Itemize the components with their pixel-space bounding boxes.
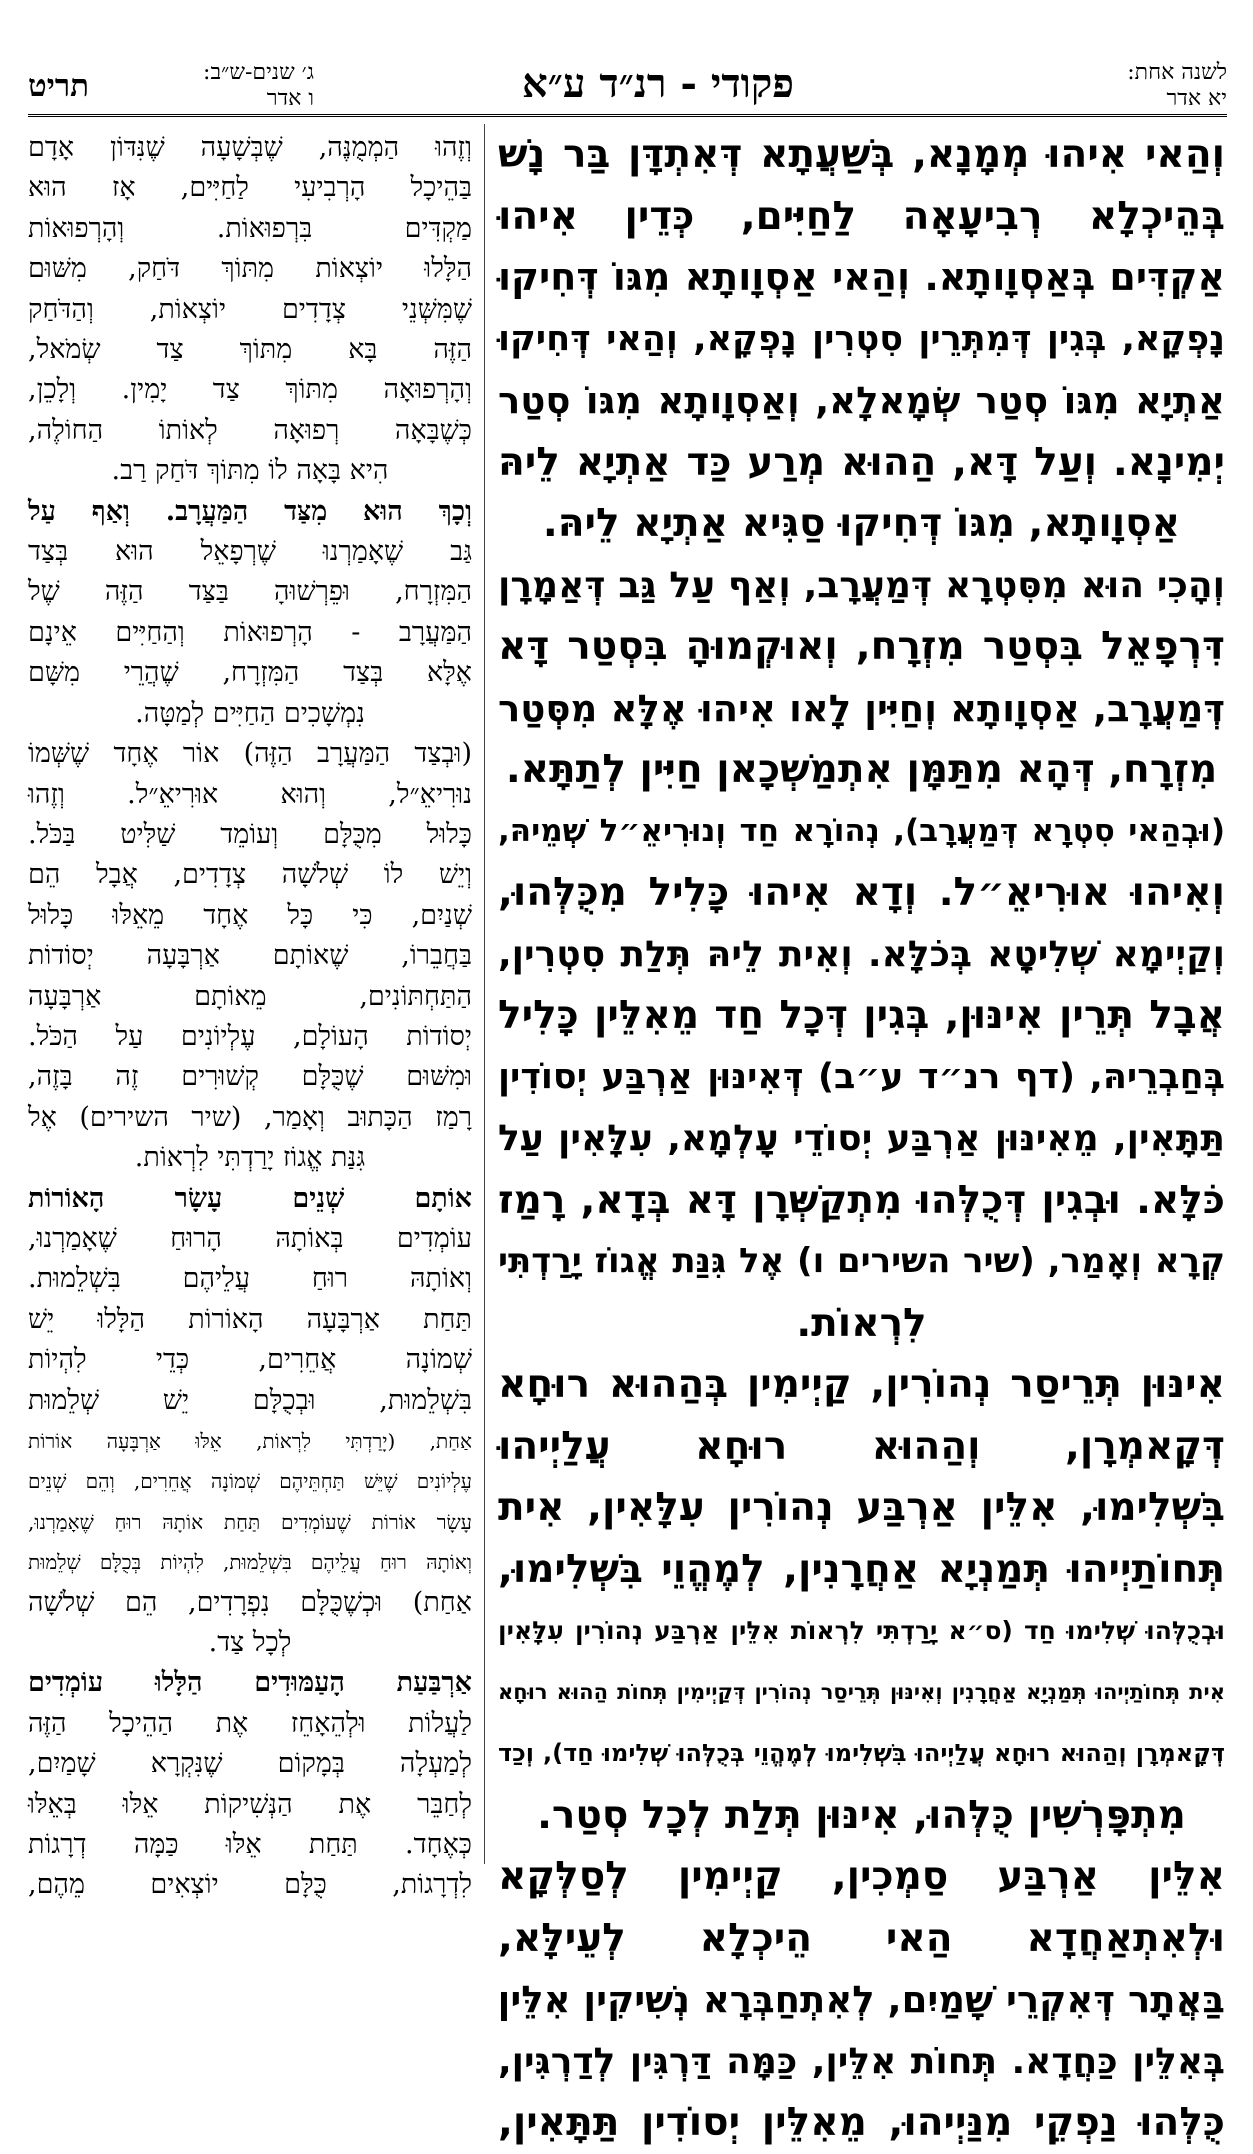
translation-line: (וּבְצַד הַמַּעֲרָב הַזֶּה) אוֹר אֶחָד שֶׁשְּׁמוֹ [28, 738, 472, 770]
main-text-line: בְּחַבְרֵיהּ, (דף רנ״ד ע״ב) דְּאִינּוּן אַרְבַּע יְסוֹדִין [498, 1056, 1225, 1097]
translation-line: שְׁמוֹנָה אֲחֵרִים, כְּדֵי לִהְיוֹת [28, 1344, 472, 1376]
translation-line: נוּרִיאֵ״ל, וְהוּא אוּרִיאֵ״ל. וְזֶהוּ [28, 778, 472, 810]
translation-line: הַתַּחְתּוֹנִים, מֵאוֹתָם אַרְבָּעָה [28, 980, 472, 1012]
translation-line: עֶלְיוֹנִים שֶׁיֵּשׁ תַּחְתֵּיהֶם שְׁמוֹנָה אֲחֵרִים, וְהֵם שְׁנֵים [28, 1469, 472, 1494]
translation-line: וְזֶהוּ הַמְמֻנֶּה, שֶׁבְּשָׁעָה שֶׁנִּדּוֹן אָדָם [28, 132, 472, 163]
translation-column [28, 128, 472, 1901]
translation-line: כְּאֶחָד. תַּחַת אֵלּוּ כַּמָּה דְרָגוֹת [28, 1829, 472, 1861]
main-text-line: דְּקָאמְרָן וְהַהוּא רוּחָא עֲלַיְיהוּ בִּשְׁלִימוּ לְמֶהֱוֵי בְּכֻלְּהוּ שְׁלִימוּ חַד), וְכַד [498, 1739, 1225, 1767]
translation-line: לְחַבֵּר אֶת הַנְּשִׁיקוֹת אֵלּוּ בְּאֵלּוּ [28, 1788, 472, 1820]
folio-number: תריט [28, 68, 89, 104]
header-left-lines [114, 60, 314, 112]
main-text-line: קְרָא וְאָמַר, (שיר השירים ו) אֶל גִּנַּת אֱגוֹז יָרַדְתִּי [498, 1241, 1225, 1281]
translation-line: בִּשְׁלֵמוּת, וּבְכֻלָּם יֵשׁ שְׁלֵמוּת [28, 1384, 472, 1416]
translation-line: אוֹתָם שְׁנֵים עָשָׂר הָאוֹרוֹת [28, 1182, 472, 1214]
main-text-line: וְהַאי אִיהוּ מְמָנָא, בְּשַׁעֲתָא דְּאִתְדָּן בַּר נָשׁ [498, 132, 1225, 177]
main-text-line: וְקַיְימָא שְׁלִיטָא בְּכֹלָּא. וְאִית לֵיהּ תְּלַת סִטְרִין, [498, 933, 1225, 975]
main-text-line: וְאִיהוּ אוּרִיאֵ״ל. וְדָא אִיהוּ כָּלִיל מִכֻּלְּהוּ, [498, 870, 1225, 915]
translation-line: וְאוֹתָהּ רוּחַ עֲלֵיהֶם בִּשְׁלֵמוּת. [28, 1263, 472, 1295]
translation-line: יְסוֹדוֹת הָעוֹלָם, עֶלְיוֹנִים עַל הַכֹּל. [28, 1020, 472, 1052]
page-title: פקודי - רנ״ד ע״א [521, 60, 795, 107]
main-text-line: דִּרְפָאֵל בִּסְטַר מִזְרָח, וְאוּקְמוּהָ בִּסְטַר דָּא [498, 624, 1225, 669]
translation-line: גִּנַּת אֱגוֹז יָרַדְתִּי לִרְאוֹת. [134, 1142, 366, 1174]
main-text-line: יְמִינָא. וְעַל דָּא, הַהוּא מְרַע כַּד אַתְיָא לֵיהּ [498, 439, 1225, 485]
main-text-line: דְּמַעֲרָב, אַסְוָותָא וְחַיִּין לָאו אִיהוּ אֶלָּא מִסְּטַר [498, 686, 1225, 730]
main-text-line: (וּבְהַאי סִטְרָא דְּמַעֲרָב), נְהוֹרָא חַד וְנוּרִיאֵ״ל שְׁמֵיהּ, [498, 812, 1225, 849]
translation-line: הַזֶּה בָּא מִתּוֹךְ צַד שְׂמֹאל, [28, 334, 472, 366]
translation-line: מַקְדִּים בִּרְפוּאוֹת. וְהָרְפוּאוֹת [28, 212, 472, 244]
translation-line: גַּב שֶׁאָמַרְנוּ שֶׁרְפָאֵל הוּא בְּצַד [28, 536, 472, 568]
header-right-line-1: לשנה אחת: [1127, 60, 1227, 85]
translation-line: לְכָל צַד. [208, 1627, 292, 1659]
header-right-line-2: יא אדר [1166, 86, 1227, 111]
translation-line: נִמְשָׁכִים הַחַיִּים לְמַטָּה. [135, 697, 365, 729]
main-text-line: וּלְאִתְאַחֲדָא הַאי הֵיכְלָא לְעֵילָּא, [498, 1915, 1225, 1961]
translation-line: אַחַת, (יָרַדְתִּי לִרְאוֹת, אֵלּוּ אַרְבָּעָה אוֹרוֹת [28, 1429, 472, 1453]
translation-line: אַרְבַּעַת הָעַמּוּדִים הַלָּלוּ עוֹמְדִים [28, 1667, 472, 1699]
main-text-line: אִלֵּין אַרְבַּע סַמְכִין, קַיְימִין לְסַלְּקָא [498, 1854, 1225, 1899]
main-text-line: אַסְוָותָא, מִגּוֹ דְּחִיקוּ סַגִּיא אַתְיָא לֵיהּ. [542, 501, 1181, 546]
main-text-line: מִתְפָּרְשִׁין כֻּלְּהוּ, אִינּוּן תְּלַת לְכָל סְטַר. [537, 1792, 1186, 1838]
main-text-line: דְּקָאמְרָן, וְהַהוּא רוּחָא עֲלַיְיהוּ [498, 1423, 1225, 1469]
header-left-line-2: ו אדר [266, 86, 314, 111]
main-text-line: אִית תְּחוֹתַיְיהוּ תְּמַנְיָא אַחֲרָנִין וְאִינּוּן תְּרֵיסַר נְהוֹרִין דְּקַיְימִין תְּחוֹת הַהוּא רוּחָא [498, 1679, 1225, 1704]
translation-line: כְּשֶׁבָּאָה רְפוּאָה לְאוֹתוֹ הַחוֹלֶה, [28, 414, 472, 446]
translation-line: שֶׁמִּשְּׁנֵי צְדָדִים יוֹצְאוֹת, וְהַדֹּחַק [28, 293, 472, 325]
translation-line: הִיא בָּאָה לוֹ מִתּוֹךְ דֹּחַק רַב. [111, 455, 389, 487]
main-text-line: בְּאִלֵּין כַּחֲדָא. תְּחוֹת אִלֵּין, כַּמָּה דַּרְגִּין לְדַרְגִּין, [498, 2040, 1225, 2082]
translation-line: וְהָרְפוּאָה מִתּוֹךְ צַד יָמִין. וְלָכֵן, [28, 374, 472, 406]
translation-line: אַחַת) וּכְשֶׁכֻּלָּם נִפְרָדִים, הֵם שְׁלֹשָׁה [28, 1586, 472, 1618]
translation-line: בַּהֵיכָל הָרְבִיעִי לַחַיִּים, אָז הוּא [28, 172, 472, 204]
main-text-line: נָפְקָא, בְּגִין דְּמִתְּרֵין סִטְרִין נָפְקָא, וְהַאי דְּחִיקוּ [498, 318, 1225, 359]
translation-line: כָּלוּל מִכֻּלָּם וְעוֹמֵד שַׁלִּיט בַּכֹּל. [28, 818, 472, 850]
translation-line: וְיֵשׁ לוֹ שְׁלֹשָׁה צְדָדִים, אֲבָל הֵם [28, 859, 472, 891]
main-text-column [497, 124, 1225, 2145]
main-text-line: אַקְדִּים בְּאַסְוָותָא. וְהַאי אַסְוָותָא מִגּוֹ דְּחִיקוּ [498, 255, 1225, 299]
main-text-line: בְּהֵיכְלָא רְבִיעָאָה לַחַיִּים, כְּדֵין אִיהוּ [498, 193, 1225, 239]
header-rule [28, 114, 1227, 117]
translation-line: עָשָׂר אוֹרוֹת שֶׁעוֹמְדִים תַּחַת אוֹתָהּ רוּחַ שֶׁאָמַרְנוּ, [28, 1509, 472, 1534]
main-text-line: בַּאֲתָר דְּאִקְרֵי שָׁמַיִם, לְאִתְחַבְּרָא נְשִׁיקִין אִלֵּין [497, 1978, 1225, 2021]
translation-line: וּמִשּׁוּם שֶׁכֻּלָּם קְשׁוּרִים זֶה בָּזֶה, [28, 1061, 472, 1093]
main-text-line: אִינּוּן תְּרֵיסַר נְהוֹרִין, קַיְימִין בְּהַהוּא רוּחָא [498, 1362, 1225, 1407]
main-text-line: אֲבָל תְּרֵין אִינּוּן, בְּגִין דְּכָל חַד מֵאִלֵּין כָּלִיל [498, 993, 1225, 1038]
translation-line: הַמַּעֲרָב - הָרְפוּאוֹת וְהַחַיִּים אֵינָם [28, 616, 472, 648]
main-text-line: כֹּלָּא. וּבְגִין דְּכֻלְּהוּ מִתְקַשְּׁרָן דָּא בְּדָא, רָמַז [498, 1177, 1225, 1223]
translation-line: רָמַז הַכָּתוּב וְאָמַר, (שיר השירים) אֶל [28, 1101, 472, 1133]
header-right [1007, 60, 1227, 112]
translation-line: הַלָּלוּ יוֹצְאוֹת מִתּוֹךְ דֹּחַק, מִשּׁוּם [28, 253, 472, 285]
translation-line: לְמַעְלָה בְּמָקוֹם שֶׁנִּקְרָא שָׁמַיִם, [28, 1748, 472, 1780]
translation-line: הַמִּזְרָח, וּפֵרְשׁוּהָ בַּצַּד הַזֶּה שֶׁל [28, 576, 472, 608]
main-text-line: וְהָכִי הוּא מִסִּטְרָא דְּמַעֲרָב, וְאַף עַל גַּב דְּאַמָרָן [498, 564, 1225, 606]
main-text-line: וּבְכֻלְּהוּ שְׁלִימוּ חַד (ס״א יָרַדְתִּי לִרְאוֹת אִלֵּין אַרְבַּע נְהוֹרִין עִלָּאִין [498, 1616, 1225, 1645]
translation-line: אֶלָּא בְּצַד הַמִּזְרָח, שֶׁהֲרֵי מִשָּׁם [28, 657, 472, 689]
main-text-line: מִזְרָח, דְּהָא מִתַּמָּן אִתְמַשְׁכָאן חַיִּין לְתַתָּא. [505, 747, 1218, 792]
translation-line: תַּחַת אַרְבָּעָה הָאוֹרוֹת הַלָּלוּ יֵשׁ [28, 1303, 472, 1335]
translation-line: וְאוֹתָהּ רוּחַ עֲלֵיהֶם בִּשְׁלֵמוּת, לִהְיוֹת בְּכֻלָּם שְׁלֵמוּת [28, 1550, 472, 1575]
translation-line: וְכָךְ הוּא מִצַּד הַמַּעֲרָב. וְאַף עַל [28, 495, 472, 527]
translation-line: בַּחֲבֵרוֹ, שֶׁאוֹתָם אַרְבָּעָה יְסוֹדוֹת [28, 940, 472, 972]
column-divider [484, 124, 485, 1864]
header-left-line-1: ג׳ שנים-ש״ב: [203, 60, 314, 85]
main-text-line: לִרְאוֹת. [796, 1300, 927, 1346]
translation-line: לִדְרָגוֹת, כֻּלָּם יוֹצְאִים מֵהֶם, [28, 1869, 472, 1901]
translation-line: לַעֲלוֹת וּלְהֵאָחֵז אֶת הַהֵיכָל הַזֶּה [28, 1707, 472, 1739]
main-text-line: תַּתָּאִין, מֵאִינּוּן אַרְבַּע יְסוֹדֵי עָלְמָא, עִלָּאִין עַל [498, 1118, 1225, 1159]
translation-line: עוֹמְדִים בְּאוֹתָהּ הָרוּחַ שֶׁאָמַרְנוּ, [28, 1222, 472, 1254]
main-text-line: כֻּלְּהוּ נַפְקֵי מִנַּיְיהוּ, מֵאִלֵּין יְסוֹדִין תַּתָּאִין, [498, 2100, 1225, 2145]
page-header [28, 58, 1227, 114]
main-text-line: אַתְיָא מִגּוֹ סְטַר שְׂמָאלָא, וְאַסְוָותָא מִגּוֹ סְטַר [498, 379, 1225, 422]
translation-line: שְׁנַיִם, כִּי כָּל אֶחָד מֵאֵלּוּ כָּלוּל [28, 899, 472, 931]
main-text-line: בִּשְׁלִימוּ, אִלֵּין אַרְבַּע נְהוֹרִין עִלָּאִין, אִית [498, 1485, 1225, 1530]
main-text-line: תְּחוֹתַיְיהוּ תְּמַנְיָא אַחֲרָנִין, לְמֶהֱוֵי בִּשְׁלִימוּ, [498, 1546, 1225, 1592]
